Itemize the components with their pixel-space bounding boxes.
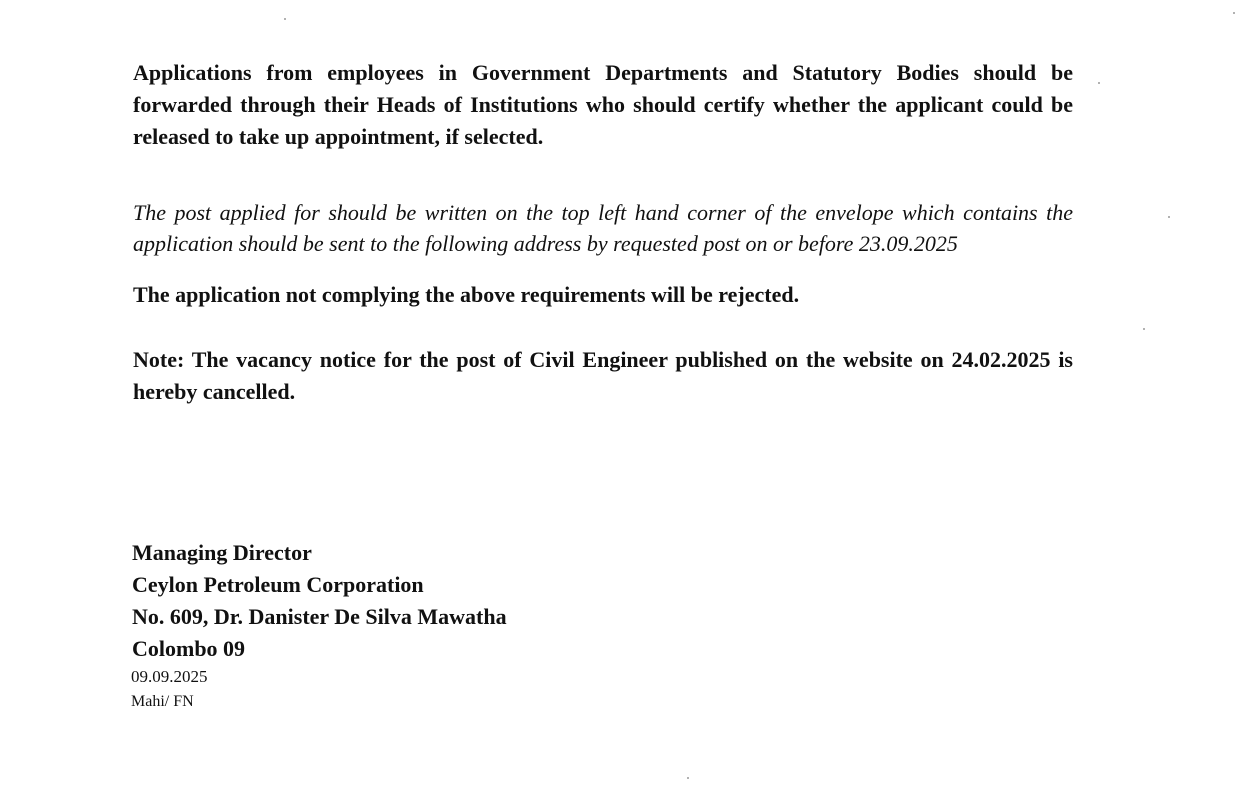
scan-speck [1143, 328, 1145, 330]
scan-speck [1098, 82, 1100, 84]
address-line-city: Colombo 09 [132, 636, 246, 661]
applications-paragraph: Applications from employees in Government Departments and Statutory Bodies should be forwarded through their Heads of Institutions who should certify whether the applicant could be released to take up appointment, if selected. [133, 60, 1073, 149]
rejection-notice-paragraph: The application not complying the above requirements will be rejected. [133, 282, 800, 307]
address-line-organization: Ceylon Petroleum Corporation [132, 572, 424, 597]
document-reference: Mahi/ FN [131, 693, 194, 710]
scan-speck [1233, 12, 1235, 14]
address-line-title: Managing Director [132, 540, 312, 565]
scan-speck [284, 18, 286, 20]
document-date: 09.09.2025 [131, 667, 208, 686]
scan-speck [687, 777, 689, 779]
scan-speck [1168, 216, 1170, 218]
address-line-street: No. 609, Dr. Danister De Silva Mawatha [132, 604, 507, 629]
cancellation-note-paragraph: Note: The vacancy notice for the post of Civil Engineer published on the website on 24.02.2025 is hereby cancelled. [133, 347, 1073, 404]
submission-instructions-paragraph: The post applied for should be written on the top left hand corner of the envelope which contains the application should be sent to the following address by requested post on or before 23.09.2025 [133, 200, 1073, 256]
